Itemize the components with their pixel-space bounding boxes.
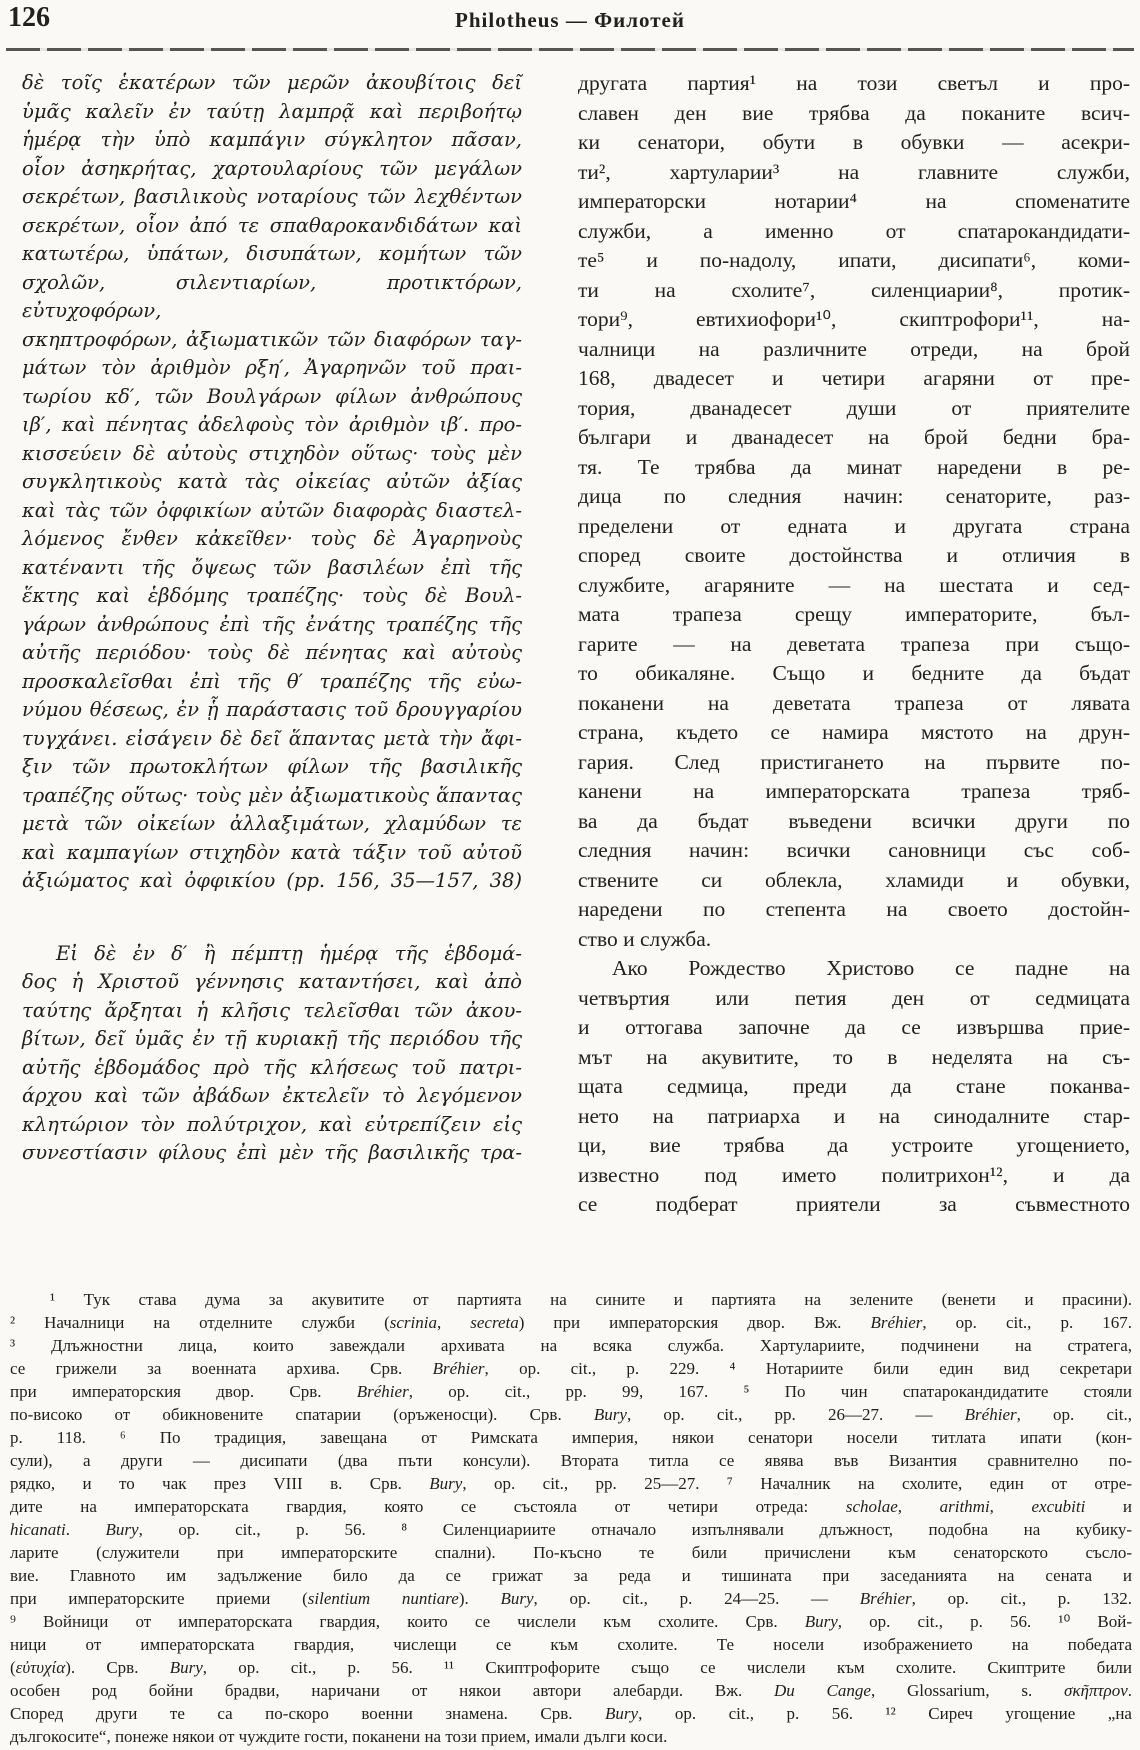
text-line: канени на императорската трапеза тряб- [578,779,1130,803]
paragraph [578,69,1130,954]
text-line: ници от императорската гвардия, числещи се към схолите. Те носели изображението на победата [10,1635,1132,1654]
text-line: известно под името политрихон¹², и да [578,1162,1130,1187]
text-line: ⁹ Войници от императорската гвардия, които се числели към схолите. Срв. Bury, op. cit., p. 56. ¹⁰ Вой- [10,1612,1132,1631]
text-line: αὐτῆς ἑβδομάδος πρὸ τῆς κλήσεως τοῦ πατρι- [22,1055,522,1079]
text-line: ξιν τῶν πρωτοκλήτων φίλων τῆς βασιλικῆς [22,755,522,778]
text-line: рядко, и то чак през VIII в. Срв. Bury, op. cit., pp. 25—27. ⁷ Началник на схолите, един от отре- [10,1474,1132,1493]
text-line: καὶ καμπαγίων στιχηδὸν κατὰ τάξιν τοῦ αὐτοῦ [22,840,522,864]
text-line: p. 118. ⁶ По традиция, завещана от Римската империя, някои сенатори носели титлата ипати (кон- [10,1428,1132,1447]
text-line: наредени по степента на своето достойн- [578,897,1130,921]
text-line: тя. Те трябва да минат наредени в ре- [578,454,1130,479]
text-line: дица по следния начин: сенаторите, раз- [578,484,1130,508]
text-line: чалници на различните отреди, на брой [578,336,1130,361]
page-header [0,0,1140,44]
text-line: ἕκτης καὶ ἑβδόμης τραπέζης· τοὺς δὲ Βουλ- [22,584,522,607]
text-line: ва да бъдат въведени всички други по [578,808,1130,833]
text-line: σχολῶν, σιλεντιαρίων, προτικτόρων, εὐτυχοφόρων, [22,270,522,322]
text-line: ларите (служители при императорските спални). По-късно те били причислени към сенаторското съсло- [10,1543,1132,1562]
text-line: мата трапеза срещу императорите, бъл- [578,602,1130,626]
text-line: ιβ′, καὶ πένητας ἀδελφοὺς τὸν ἀριθμὸν ιβ′. προ- [22,413,522,436]
text-line: ¹ Тук става дума за акувитите от партията на сините и партията на зелените (венети и прасини). [50,1290,1132,1309]
text-line: поканени на деветата трапеза от лявата [578,690,1130,715]
text-line: Εἰ δὲ ἐν δ′ ἢ πέμπτῃ ἡμέρᾳ τῆς ἑβδομά- [56,941,522,965]
text-line: κλητώριον τὸν πολύτριχον, καὶ εὐτρεπίζειν εἰς [22,1112,522,1136]
text-line: κατωτέρω, ὑπάτων, δισυπάτων, κομήτων τῶν [22,242,522,265]
text-line: особен род бойни брадви, наричани от някои автори алебарди. Вж. Du Cange, Glossarium, s. σκῆπτρον. [10,1681,1133,1700]
text-line: пределени от едната и другата страна [578,513,1130,538]
text-line: те⁵ и по-надолу, ипати, дисипати⁶, коми- [578,248,1130,272]
text-line: κατέναντι τῆς ὄψεως τῶν βασιλέων ἐπὶ τῆς [22,555,522,579]
text-line: по-високо от обикновените спатарии (оръженосци). Срв. Bury, op. cit., pp. 26—27. — Bréhier, op. cit., [10,1405,1133,1424]
text-line: συνεστίασιν φίλους ἐπὶ μὲν τῆς βασιλικῆς τρα- [22,1141,522,1164]
greek-text-column [22,69,522,1220]
paragraph [22,69,522,896]
page-number: 126 [8,2,50,33]
text-line: ὑμᾶς καλεῖν ἐν ταύτῃ λαμπρᾷ καὶ περιβοήτῳ [22,99,522,123]
paragraph [10,1288,1132,1748]
text-line: при императорския двор. Срв. Bréhier, op. cit., pp. 99, 167. ⁵ По чин спатарокандидатите стояли [10,1382,1132,1401]
text-line: δὲ τοῖς ἑκατέρων τῶν μερῶν ἀκουβίτοις δεῖ [22,71,522,94]
text-line: българи и дванадесет на брой бедни бра- [578,425,1130,449]
text-line: ταύτης ἄρξηται ἡ κλῆσις τελεῖσθαι τῶν ἀκου- [22,998,522,1022]
text-line: τυγχάνει. εἰσάγειν δὲ δεῖ ἅπαντας μετὰ τὴν ἄφι- [22,726,522,750]
text-line: мът на акувитите, то в неделята на съ- [578,1044,1130,1069]
text-line: κισσεύειν δὲ αὐτοὺς στιχηδὸν οὕτως· τοὺς μὲν [22,441,522,465]
header-rule [6,48,1134,51]
text-line: ³ Длъжностни лица, които завеждали архивата на всяка служба. Хартулариите, подчинени на стратега, [10,1336,1132,1355]
text-line: гарите — на деветата трапеза при също- [578,631,1130,656]
text-line: νύμου θέσεως, ἐν ᾗ παράστασις τοῦ δρουγγαρίου [22,698,522,721]
text-columns [0,51,1140,1220]
text-line: се подберат приятели за съвместното [578,1192,1130,1216]
text-line: προσκαλεῖσθαι ἐπὶ τῆς θ′ τραπέζης τῆς εὐω- [22,669,522,693]
text-line: 168, двадесет и четири агаряни от пре- [578,366,1130,390]
text-line: императорски нотарии⁴ на споменатите [578,189,1130,213]
text-line: според своите достойнства и отличия в [578,543,1130,567]
text-line: страна, където се намира мястото на друн- [578,720,1130,744]
text-line: τωρίου κδ′, τῶν Βουλγάρων φίλων ἀνθρώπους [22,384,522,408]
text-line: гария. След пристигането на първите по- [578,749,1130,774]
text-line: ствените си облекла, хламиди и обувки, [578,867,1130,892]
text-line: βίτων, δεῖ ὑμᾶς ἐν τῇ κυριακῇ τῆς περιόδου τῆς [22,1027,522,1050]
text-line: ство и служба. [578,926,712,951]
text-line: тория, дванадесет души от приятелите [578,395,1130,420]
text-line: ки сенатори, обути в обувки — асекри- [578,130,1130,154]
text-line: συγκλητικοὺς κατὰ τὰς οἰκείας αὐτῶν ἀξίας [22,470,522,493]
running-title: Philotheus — Филотей [455,8,685,32]
text-line: τραπέζης οὕτως· τοὺς μὲν ἀξιωματικοὺς ἅπαντας [22,783,522,807]
paragraph [578,954,1130,1220]
text-line: службите, агаряните — на шестата и сед- [578,572,1130,597]
text-line: ἀξιώματος καὶ ὀφφικίου (pp. 156, 35—157, 38) [22,869,522,892]
text-line: и оттогава започне да се извършва прие- [578,1015,1130,1039]
text-line: μετὰ τῶν οἰκείων ἀλλαξιμάτων, χλαμύδων τε [22,812,522,835]
text-line: служби, а именно от спатарокандидати- [578,218,1130,243]
text-line: λόμενος ἔνθεν κἀκεῖθεν· τοὺς δὲ Ἀγαρηνοὺς [22,527,522,550]
text-line: σεκρέτων, οἷον ἀπό τε σπαθαροκανδιδάτων καὶ [22,213,522,237]
text-line: дългокосите“, понеже някои от чуждите гости, поканени на този прием, имали дълги коси. [10,1727,668,1746]
text-line: ἡμέρᾳ τὴν ὑπὸ καμπάγιν σύγκλητον πᾶσαν, [22,128,522,151]
text-line: щата седмица, преди да стане поканва- [578,1074,1130,1098]
text-line: ти², хартуларии³ на главните служби, [578,159,1130,184]
text-line: славен ден вие трябва да поканите всич- [578,100,1130,125]
text-line: Ако Рождество Христово се падне на [612,956,1130,980]
text-line: ци, вие трябва да устроите угощението, [578,1133,1130,1157]
text-line: ² Началници на отделните служби (scrinia, secreta) при императорския двор. Вж. Bréhier, op. cit., p. 167. [10,1313,1132,1332]
text-line: другата партия¹ на този светъл и про- [578,71,1130,95]
text-line: сули), а други — дисипати (два пъти консули). Втората титла се явява във Византия сравнително по- [10,1451,1132,1470]
text-line: μάτων τὸν ἀριθμὸν ρξη′, Ἀγαρηνῶν τοῦ πραι- [22,356,522,379]
text-line: οἷον ἀσηκρήτας, χαρτουλαρίους τῶν μεγάλων [22,156,522,180]
text-line: Според други те са по-скоро военни знамена. Срв. Bury, op. cit., p. 56. ¹² Сиреч угощение „на [10,1704,1132,1723]
text-line: (εὐτυχία). Срв. Bury, op. cit., p. 56. ¹¹ Скиптрофорите също се числели към схолите. Скиптрите били [10,1658,1133,1677]
text-line: σκηπτροφόρων, ἀξιωματικῶν τῶν διαφόρων ταγ- [22,327,522,351]
text-line: вие. Главното им задължение било да се грижат за реда и тишината при заседанията на сената и [10,1566,1132,1585]
text-line: hicanati. Bury, op. cit., p. 56. ⁸ Силенциариите отначало изпълнявали длъжност, подобна на кубику- [10,1520,1132,1539]
text-line: γάρων ἀνθρώπους ἐπὶ τῆς ἐνάτης τραπέζης τῆς [22,612,522,636]
text-line: нето на патриарха и на синодалните стар- [578,1103,1130,1128]
text-line: σεκρέτων, βασιλικοὺς νοταρίους τῶν λεχθέντων [22,185,522,208]
footnotes-section [10,1288,1132,1748]
text-line: καὶ τὰς τῶν ὀφφικίων αὐτῶν διαφορὰς διαστελ- [22,498,522,522]
text-line: четвъртия или петия ден от седмицата [578,985,1130,1010]
text-line: дите на императорската гвардия, която се състояла от четири отреда: scholae, arithmi, excubiti и [10,1497,1133,1516]
text-line: тори⁹, евтихиофори¹⁰, скиптрофори¹¹, на- [578,307,1130,331]
text-line: ти на схолите⁷, силенциарии⁸, протик- [578,277,1130,302]
text-line: αὐτῆς περιόδου· τοὺς δὲ πένητας καὶ αὐτοὺς [22,641,522,664]
paragraph [22,940,522,1168]
text-line: се грижели за военната архива. Срв. Bréhier, op. cit., p. 229. ⁴ Нотариите били един вид секретари [10,1359,1133,1378]
text-line: δος ἡ Χριστοῦ γέννησις καταντήσει, καὶ ἀπὸ [22,970,522,993]
text-line: следния начин: всички сановници със соб- [578,838,1130,862]
text-line: при императорските приеми (silentium nuntiare). Bury, op. cit., p. 24—25. — Bréhier, op. cit., p. 132. [10,1589,1133,1608]
bulgarian-translation-column [578,69,1130,1220]
text-line: άρχου καὶ τῶν ἀβάδων ἐκτελεῖν τὸ λεγόμενον [22,1084,522,1107]
text-line: то обикаляне. Също и бедните да бъдат [578,661,1130,685]
